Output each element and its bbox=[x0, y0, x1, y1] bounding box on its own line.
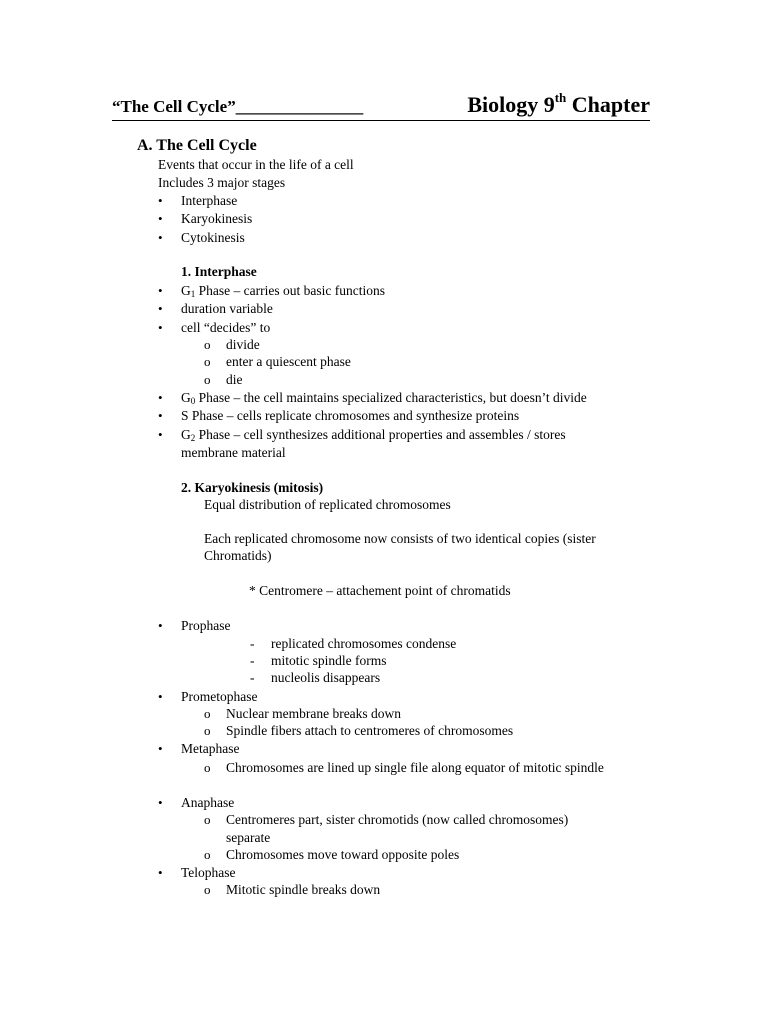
stage-item: Karyokinesis bbox=[181, 211, 253, 226]
telophase-item: Mitotic spindle breaks down bbox=[226, 882, 381, 897]
bullet-icon: • bbox=[158, 301, 163, 316]
anaphase-item: Centromeres part, sister chromotids (now called chromosomes) bbox=[226, 812, 569, 827]
prophase-item: mitotic spindle forms bbox=[271, 653, 387, 668]
dash-icon: - bbox=[250, 653, 255, 668]
metaphase-item: Chromosomes are lined up single file along equator of mitotic spindle bbox=[226, 760, 604, 775]
bullet-icon: • bbox=[158, 390, 163, 405]
circle-bullet-icon: o bbox=[204, 706, 211, 721]
bullet-icon: • bbox=[158, 193, 163, 208]
option-item: divide bbox=[226, 337, 260, 352]
prophase-item: replicated chromosomes condense bbox=[271, 636, 457, 651]
bullet-icon: • bbox=[158, 408, 163, 423]
bullet-icon: • bbox=[158, 283, 163, 298]
circle-bullet-icon: o bbox=[204, 882, 211, 897]
bullet-icon: • bbox=[158, 795, 163, 810]
stage-item: Interphase bbox=[181, 193, 238, 208]
circle-bullet-icon: o bbox=[204, 354, 211, 369]
interphase-heading: 1. Interphase bbox=[181, 264, 257, 279]
chromosome-note: Each replicated chromosome now consists of two identical copies (sister bbox=[204, 531, 596, 546]
bullet-icon: • bbox=[158, 689, 163, 704]
g2-phase-item: $G_2$ Phase – cell synthesizes additional properties and assembles / stores bbox=[181, 427, 566, 443]
intro-line: Events that occur in the life of a cell bbox=[158, 157, 354, 172]
phase-anaphase: Anaphase bbox=[181, 795, 235, 810]
phase-metaphase: Metaphase bbox=[181, 741, 240, 756]
chromosome-note-cont: Chromatids) bbox=[204, 548, 272, 563]
circle-bullet-icon: o bbox=[204, 847, 211, 862]
phase-prometaphase: Prometophase bbox=[181, 689, 258, 704]
s-phase-item: S Phase – cells replicate chromosomes and synthesize proteins bbox=[181, 408, 520, 423]
g0-phase-item: $G_0$ Phase – the cell maintains specialized characteristics, but doesn’t divide bbox=[181, 390, 587, 406]
section-a-heading: A. The Cell Cycle bbox=[137, 137, 257, 154]
bullet-icon: • bbox=[158, 427, 163, 442]
prometaphase-item: Spindle fibers attach to centromeres of chromosomes bbox=[226, 723, 514, 738]
circle-bullet-icon: o bbox=[204, 812, 211, 827]
bullet-icon: • bbox=[158, 741, 163, 756]
prometaphase-item: Nuclear membrane breaks down bbox=[226, 706, 402, 721]
centromere-note: * Centromere – attachement point of chromatids bbox=[249, 583, 511, 598]
prophase-item: nucleolis disappears bbox=[271, 670, 381, 685]
g1-phase-item: $G_1$ Phase – carries out basic functions bbox=[181, 283, 385, 299]
bullet-icon: • bbox=[158, 320, 163, 335]
g2-phase-continuation: membrane material bbox=[181, 445, 286, 460]
title-right: Biology 9th Chapter bbox=[467, 90, 650, 117]
option-item: die bbox=[226, 372, 243, 387]
duration-item: duration variable bbox=[181, 301, 273, 316]
phase-prophase: Prophase bbox=[181, 618, 231, 633]
intro-line: Includes 3 major stages bbox=[158, 175, 286, 190]
bullet-icon: • bbox=[158, 618, 163, 633]
dash-icon: - bbox=[250, 636, 255, 651]
document-title bbox=[112, 92, 650, 121]
anaphase-item-cont: separate bbox=[226, 830, 271, 845]
option-item: enter a quiescent phase bbox=[226, 354, 351, 369]
phase-telophase: Telophase bbox=[181, 865, 236, 880]
dash-icon: - bbox=[250, 670, 255, 685]
title-left: “The Cell Cycle”_______________ bbox=[112, 97, 364, 116]
circle-bullet-icon: o bbox=[204, 723, 211, 738]
karyokinesis-heading: 2. Karyokinesis (mitosis) bbox=[181, 480, 324, 495]
anaphase-item: Chromosomes move toward opposite poles bbox=[226, 847, 460, 862]
stage-item: Cytokinesis bbox=[181, 230, 245, 245]
circle-bullet-icon: o bbox=[204, 337, 211, 352]
bullet-icon: • bbox=[158, 230, 163, 245]
decides-item: cell “decides” to bbox=[181, 320, 271, 335]
circle-bullet-icon: o bbox=[204, 372, 211, 387]
karyokinesis-desc: Equal distribution of replicated chromosomes bbox=[204, 497, 451, 512]
circle-bullet-icon: o bbox=[204, 760, 211, 775]
bullet-icon: • bbox=[158, 865, 163, 880]
bullet-icon: • bbox=[158, 211, 163, 226]
